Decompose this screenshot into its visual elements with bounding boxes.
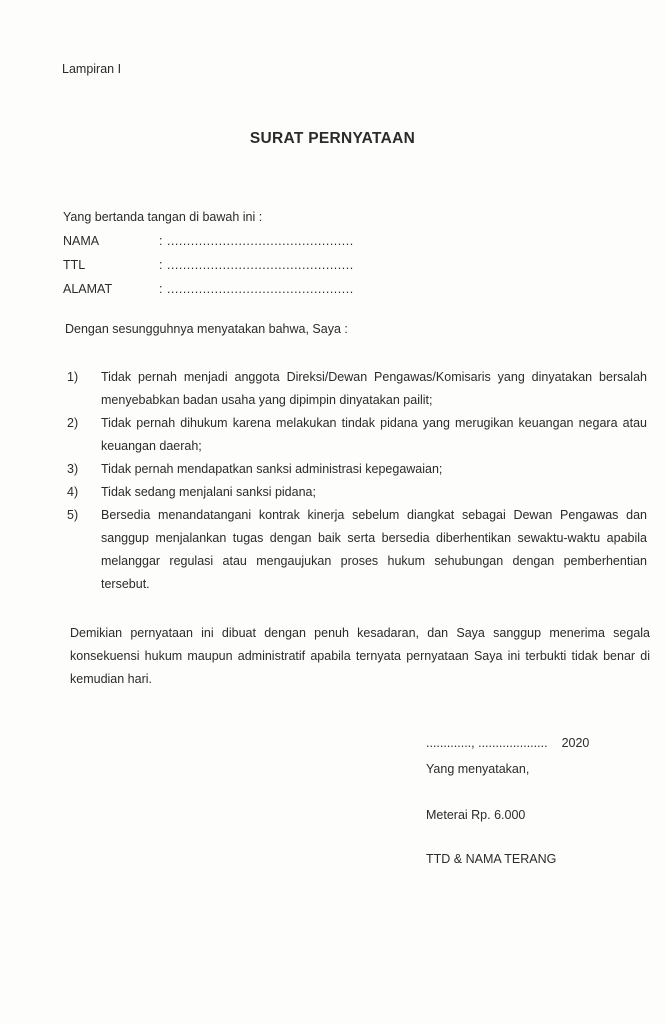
field-label: TTL: [63, 258, 86, 272]
field-label: NAMA: [63, 234, 100, 248]
field-alamat: [63, 282, 354, 296]
document-title: SURAT PERNYATAAN: [249, 130, 416, 147]
signature-stamp: Meterai Rp. 6.000: [426, 808, 526, 822]
field-label: ALAMAT: [63, 282, 113, 296]
attachment-label: Lampiran I: [62, 62, 122, 76]
list-item: [67, 504, 647, 596]
item-number: 1): [67, 370, 79, 384]
closing-paragraph: Demikian pernyataan ini dibuat dengan penuh kesadaran, dan Saya sanggup menerima segala konsekuensi hukum maupun administratif apabila ternyata pernyataan Saya ini terbukti tidak benar di kemudian hari.: [70, 626, 650, 686]
item-number: 5): [67, 508, 79, 522]
item-number: 4): [67, 485, 79, 499]
field-nama: [63, 234, 354, 248]
item-text: Bersedia menandatangani kontrak kinerja sebelum diangkat sebagai Dewan Pengawas dan sanggup menjalankan tugas dengan baik serta bersedia diberhentikan sewaktu-waktu apabila melanggar regulasi atau mengaujukan proses hukum sehubungan dengan pemberhentian tersebut.: [101, 508, 647, 591]
statement-intro: Dengan sesungguhnya menyatakan bahwa, Saya :: [65, 322, 348, 336]
item-number: 3): [67, 462, 79, 476]
signature-declarant: Yang menyatakan,: [426, 762, 530, 776]
field-blank: : ...............................................: [159, 258, 354, 272]
item-text: Tidak pernah menjadi anggota Direksi/Dewan Pengawas/Komisaris yang dinyatakan bersalah menyebabkan badan usaha yang dipimpin dinyatakan pailit;: [101, 370, 647, 407]
item-text: Tidak sedang menjalani sanksi pidana;: [101, 485, 316, 499]
list-item: [67, 481, 647, 504]
list-item: [67, 366, 647, 412]
field-blank: : ...............................................: [159, 282, 354, 296]
item-number: 2): [67, 416, 79, 430]
item-text: Tidak pernah mendapatkan sanksi administrasi kepegawaian;: [101, 462, 443, 476]
list-item: [67, 412, 647, 458]
field-ttl: [63, 258, 354, 272]
signature-name-line: TTD & NAMA TERANG: [426, 852, 557, 866]
statement-list: [67, 366, 647, 596]
item-text: Tidak pernah dihukum karena melakukan tindak pidana yang merugikan keuangan negara atau keuangan daerah;: [101, 416, 647, 453]
list-item: [67, 458, 647, 481]
signature-year: 2020: [561, 736, 590, 750]
place-date-blank: ............., ....................: [426, 736, 548, 750]
intro-text: Yang bertanda tangan di bawah ini :: [63, 210, 263, 224]
field-blank: : ...............................................: [159, 234, 354, 248]
signature-place-date: [426, 736, 589, 750]
